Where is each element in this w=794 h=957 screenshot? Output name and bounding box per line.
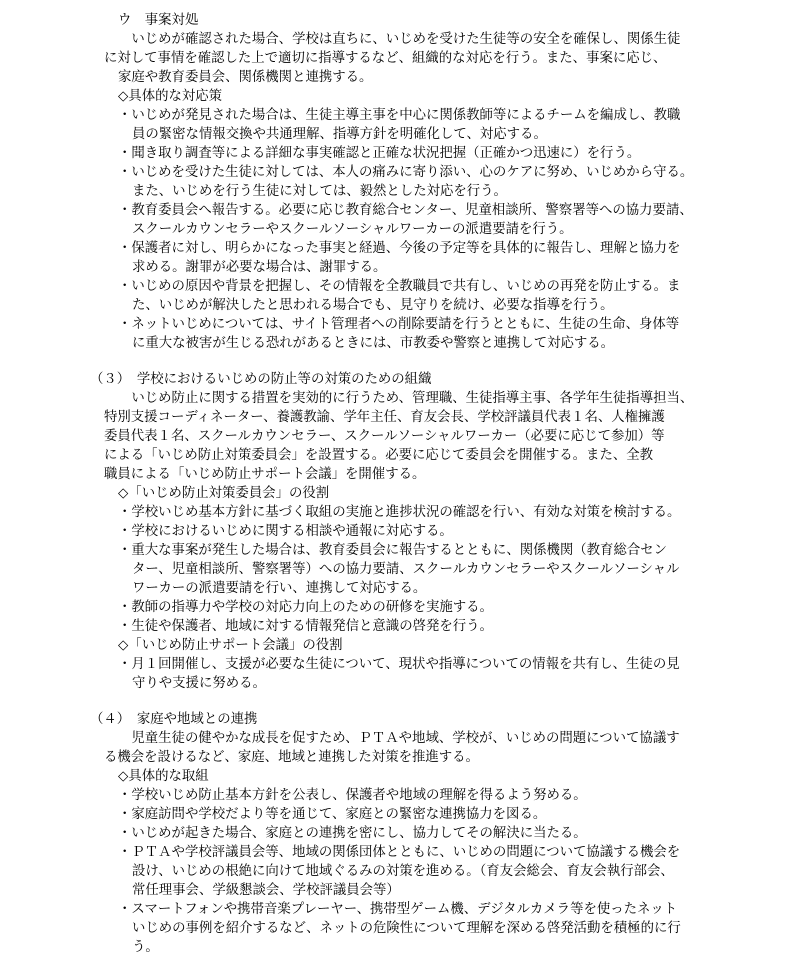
list-item: ・聞き取り調査等による詳細な事実確認と正確な状況把握（正確かつ迅速に）を行う。 bbox=[118, 146, 641, 161]
list-item-continuation: 設け、いじめの根絶に向けて地域ぐるみの対策を進める。（育友会総会、育友会執行部会、 bbox=[132, 864, 674, 879]
list-heading: ◇「いじめ防止対策委員会」の役割 bbox=[118, 486, 330, 501]
list-item-continuation: また、いじめを行う生徒に対しては、毅然とした対応を行う。 bbox=[132, 184, 507, 199]
list-item: ・いじめを受けた生徒に対しては、本人の痛みに寄り添い、心のケアに努め、いじめから守る。 bbox=[118, 165, 694, 180]
list-item: ・重大な事案が発生した場合は、教育委員会に報告するとともに、関係機関（教育総合セン bbox=[118, 543, 668, 558]
paragraph-line: 児童生徒の健やかな成長を促すため、ＰＴＡや地域、学校が、いじめの問題について協議す bbox=[118, 731, 680, 746]
list-item: ・学校いじめ防止基本方針を公表し、保護者や地域の理解を得るよう努める。 bbox=[118, 788, 587, 803]
list-item: ・月１回開催し、支援が必要な生徒について、現状や指導についての情報を共有し、生徒の見 bbox=[118, 657, 680, 672]
list-item-continuation: う。 bbox=[132, 940, 159, 955]
list-item: ・いじめが発見された場合は、生徒主導主事を中心に関係教師等によるチームを編成し、教職 bbox=[118, 108, 681, 123]
list-item-continuation: いじめの事例を紹介するなど、ネットの危険性について理解を深める啓発活動を積極的に行 bbox=[132, 921, 681, 936]
paragraph-line: 特別支援コーディネーター、養護教諭、学年主任、育友会長、学校評議員代表１名、人権擁護 bbox=[104, 410, 665, 425]
list-item: ・いじめの原因や背景を把握し、その情報を全教職員で共有し、いじめの再発を防止する。ま bbox=[118, 279, 681, 294]
list-item: ・ＰＴＡや学校評議員会等、地域の関係団体とともに、いじめの問題について協議する機会を bbox=[118, 845, 681, 860]
section-heading: （３） 学校におけるいじめの防止等の対策のための組織 bbox=[90, 372, 432, 387]
list-item: ・生徒や保護者、地域に対する情報発信と意識の啓発を行う。 bbox=[118, 619, 493, 634]
list-item: ・スマートフォンや携帯音楽プレーヤー、携帯型ゲーム機、デジタルカメラ等を使ったネット bbox=[118, 902, 678, 917]
paragraph-line: 職員による「いじめ防止サポート会議」を開催する。 bbox=[104, 467, 426, 482]
list-item: ・学校いじめ基本方針に基づく取組の実施と進捗状況の確認を行い、有効な対策を検討する。 bbox=[118, 505, 681, 520]
list-item: ・保護者に対し、明らかになった事実と経過、今後の予定等を具体的に報告し、理解と協力を bbox=[118, 241, 681, 256]
list-heading: ◇具体的な対応策 bbox=[118, 89, 223, 104]
list-item: ・学校におけるいじめに関する相談や通報に対応する。 bbox=[118, 524, 453, 539]
list-item-continuation: 守りや支援に努める。 bbox=[132, 676, 266, 691]
list-item-continuation: スクールカウンセラーやスクールソーシャルワーカーの派遣要請を行う。 bbox=[132, 222, 573, 237]
paragraph-line: いじめが確認された場合、学校は直ちに、いじめを受けた生徒等の安全を確保し、関係生徒 bbox=[118, 32, 681, 47]
list-item-continuation: 常任理事会、学級懇談会、学校評議員会等） bbox=[132, 883, 400, 898]
list-item-continuation: た、いじめが解決したと思われる場合でも、見守りを続け、必要な指導を行う。 bbox=[132, 298, 614, 313]
list-item-continuation: ワーカーの派遣要請を行い、連携して対応する。 bbox=[132, 581, 427, 596]
subsection-heading: ウ 事案対処 bbox=[118, 13, 199, 28]
paragraph-line: による「いじめ防止対策委員会」を設置する。必要に応じて委員会を開催する。また、全教 bbox=[104, 448, 654, 463]
paragraph-line: 家庭や教育委員会、関係機関と連携する。 bbox=[118, 70, 373, 85]
list-item-continuation: ター、児童相談所、警察署等）への協力要請、スクールカウンセラーやスクールソーシャル bbox=[132, 562, 680, 577]
list-item-continuation: に重大な被害が生じる恐れがあるときには、市教委や警察と連携して対応する。 bbox=[132, 336, 615, 351]
list-item-continuation: 員の緊密な情報交換や共通理解、指導方針を明確化して、対応する。 bbox=[132, 127, 547, 142]
section-heading: （４） 家庭や地域との連携 bbox=[90, 712, 258, 727]
list-item: ・教師の指導力や学校の対応力向上のための研修を実施する。 bbox=[118, 600, 493, 615]
paragraph-line: いじめ防止に関する措置を実効的に行うため、管理職、生徒指導主事、各学年生徒指導担当、 bbox=[118, 391, 694, 406]
paragraph-line: る機会を設けるなど、家庭、地域と連携した対策を推進する。 bbox=[104, 750, 479, 765]
list-item: ・家庭訪問や学校だより等を通じて、家庭との緊密な連携協力を図る。 bbox=[118, 807, 547, 822]
list-item-continuation: 求める。謝罪が必要な場合は、謝罪する。 bbox=[132, 260, 387, 275]
paragraph-line: に対して事情を確認した上で適切に指導するなど、組織的な対応を行う。また、事案に応じ、 bbox=[104, 51, 667, 66]
list-item: ・いじめが起きた場合、家庭との連携を密にし、協力してその解決に当たる。 bbox=[118, 826, 587, 841]
list-heading: ◇「いじめ防止サポート会議」の役割 bbox=[118, 638, 343, 653]
list-heading: ◇具体的な取組 bbox=[118, 769, 209, 784]
list-item: ・ネットいじめについては、サイト管理者への削除要請を行うとともに、生徒の生命、身体等 bbox=[118, 317, 680, 332]
paragraph-line: 委員代表１名、スクールカウンセラー、スクールソーシャルワーカー（必要に応じて参加）等 bbox=[104, 429, 665, 444]
list-item: ・教育委員会へ報告する。必要に応じ教育総合センター、児童相談所、警察署等への協力要請、 bbox=[118, 203, 693, 218]
